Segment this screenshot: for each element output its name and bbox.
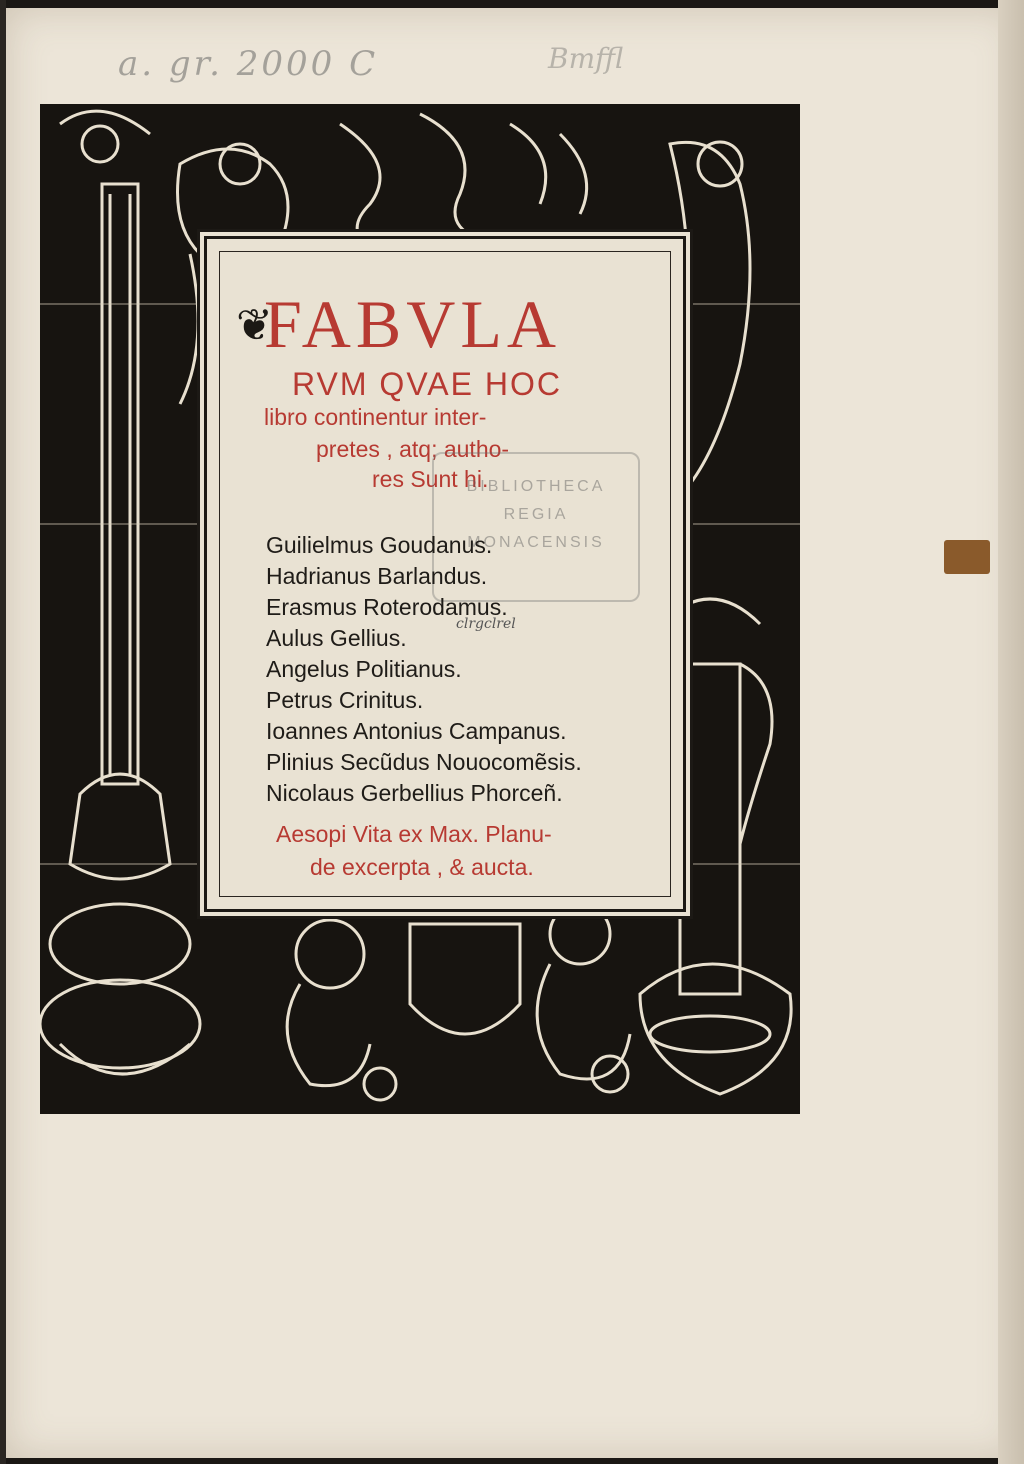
right-column	[680, 664, 740, 994]
title-line-3: libro continentur inter-	[264, 404, 487, 430]
author-item: Angelus Politianus.	[266, 656, 462, 682]
pencil-note: Bmffl	[548, 42, 623, 75]
author-item: Guilielmus Goudanus.	[266, 532, 493, 558]
closing-rubric	[276, 818, 636, 884]
stamp-line-2: REGIA	[503, 506, 569, 523]
author-item: Hadrianus Barlandus.	[266, 563, 488, 589]
author-item: Nicolaus Gerbellius Phorceñ.	[266, 780, 563, 806]
putto-left	[296, 920, 364, 988]
stamp-line-1: BIBLIOTHECA	[466, 478, 606, 495]
author-item: Erasmus Roterodamus.	[266, 594, 508, 620]
author-item: Petrus Crinitus.	[266, 687, 424, 713]
title-line-5: res Sunt hi.	[372, 466, 489, 492]
shield	[410, 924, 520, 1034]
left-column-base	[70, 774, 170, 879]
author-item: Plinius Secũdus Nouocomẽsis.	[266, 749, 582, 775]
bird	[740, 664, 772, 844]
title-line-4: pretes , atq; autho-	[316, 436, 510, 462]
title-line-2: RVM QVAE HOC	[292, 366, 562, 402]
fleuron-icon: ❦	[236, 301, 273, 350]
stamp-line-3: MONACENSIS	[467, 534, 605, 551]
shelfmark-pencil: a. gr. 2000 C	[118, 44, 379, 84]
author-list	[266, 530, 582, 809]
title-line-1: FABVLA	[264, 286, 561, 362]
bookmark-tab	[944, 540, 990, 574]
left-column	[102, 184, 138, 784]
author-item: Aulus Gellius.	[266, 625, 407, 651]
putto-right	[550, 904, 610, 964]
closing-line-1: Aesopi Vita ex Max. Planu-	[276, 821, 552, 847]
author-item: Ioannes Antonius Campanus.	[266, 718, 567, 744]
marginal-note: clrgclrel	[456, 616, 516, 632]
closing-line-2: de excerpta , & aucta.	[310, 854, 534, 880]
page-edge	[998, 0, 1024, 1464]
